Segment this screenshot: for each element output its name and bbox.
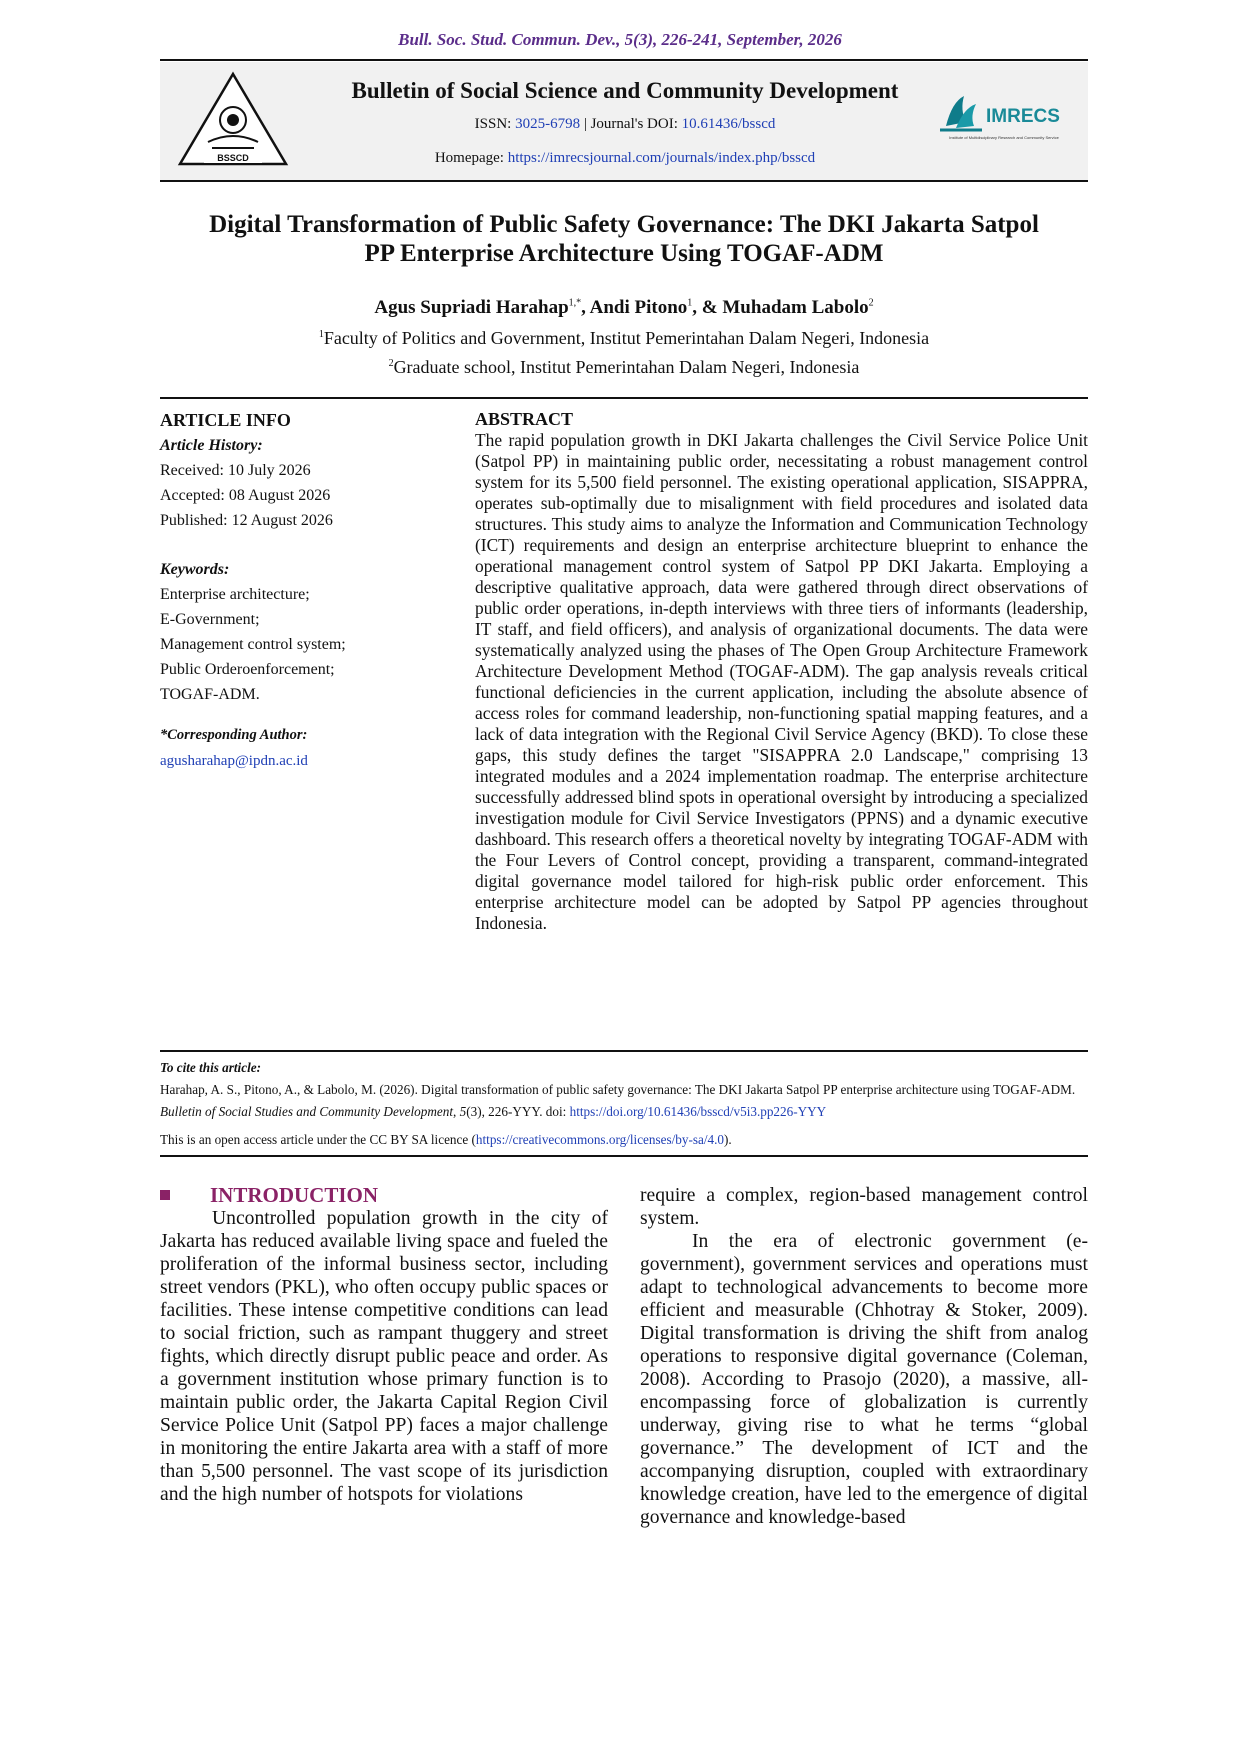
affiliation-1-sup: 1 — [318, 329, 324, 340]
citation-journal: Bulletin of Social Studies and Community Development — [160, 1104, 454, 1119]
introduction-heading — [160, 1184, 608, 1207]
keyword-3: Management control system; — [160, 636, 346, 653]
citation-label: To cite this article: — [160, 1060, 261, 1075]
published-date: Published: 12 August 2026 — [160, 512, 333, 529]
author-2-sup: 1 — [687, 297, 693, 309]
intro-left-paragraph: Uncontrolled population growth in the city of Jakarta has reduced available living space and fueled the proliferation of the informal business sector, including street vendors (PKL), who often occupy public spaces or facilities. These intense competitive conditions can lead to social friction, such as rampant thuggery and street fights, which directly disrupt public peace and order. As a government institution whose primary function is to maintain public order, the Jakarta Capital Region Civil Service Police Unit (Satpol PP) faces a major challenge in monitoring the entire Jakarta area with a staff of more than 5,500 personnel. The vast scope of its jurisdiction and the high number of hotspots for violations — [160, 1208, 608, 1505]
corresponding-author-label: *Corresponding Author: — [160, 727, 308, 743]
author-3-sup: 2 — [868, 297, 874, 309]
keyword-4: Public Orderoenforcement; — [160, 661, 335, 678]
article-history-label: Article History: — [160, 437, 263, 454]
keyword-2: E-Government; — [160, 611, 260, 628]
affiliation-1-text: Faculty of Politics and Government, Institut Pemerintahan Dalam Negeri, Indonesia — [323, 328, 930, 348]
bsscd-logo — [176, 70, 290, 170]
license-line — [160, 1129, 1088, 1151]
intro-right-paragraph-2: In the era of electronic government (e-government), government services and operations must adapt to technological advancements to become more efficient and measurable (Chhotray & Stoker, 2009). Digital transformation is driving the shift from analog operations to responsive digital governance (Coleman, 2008). According to Prasojo (2020), a massive, all-encompassing force of globalization is currently underway, giving rise to what he terms “global governance.” The development of ICT and the accompanying disruption, coupled with extraordinary knowledge creation, have led to the emergence of digital governance and knowledge-based — [640, 1231, 1088, 1528]
license-post: ). — [724, 1132, 732, 1147]
homepage-label: Homepage: — [434, 150, 508, 166]
author-sep-1: , — [581, 297, 590, 318]
author-sep-2: , & — [692, 297, 723, 318]
article-info — [160, 408, 460, 774]
issn-line — [300, 116, 950, 133]
masthead-bottom-rule — [160, 180, 1088, 182]
citation-text-mid: , — [453, 1104, 460, 1119]
keywords-label: Keywords: — [160, 561, 230, 578]
author-1-sup: 1,* — [568, 297, 582, 309]
keyword-1: Enterprise architecture; — [160, 586, 310, 603]
keyword-5: TOGAF-ADM. — [160, 686, 260, 703]
corresponding-email-link[interactable]: agusharahap@ipdn.ac.id — [160, 753, 308, 769]
introduction-heading-text: INTRODUCTION — [210, 1183, 379, 1207]
author-3-name: Muhadam Labolo — [722, 297, 869, 318]
issn-label: ISSN: — [474, 116, 516, 132]
article-info-heading: ARTICLE INFO — [160, 410, 291, 430]
author-1-name: Agus Supriadi Harahap — [374, 297, 569, 318]
author-2-name: Andi Pitono — [589, 297, 688, 318]
citation-text — [160, 1079, 1088, 1123]
license-pre: This is an open access article under the CC BY SA licence ( — [160, 1132, 476, 1147]
journal-name: Bulletin of Social Science and Community Development — [351, 78, 899, 103]
citation-text-pre: Harahap, A. S., Pitono, A., & Labolo, M. (2026). Digital transformation of public safety governance: The DKI Jakarta Satpol PP enterprise architecture using TOGAF-ADM. — [160, 1082, 1076, 1097]
affiliation-1 — [160, 328, 1088, 349]
article-title — [160, 210, 1088, 268]
intro-right-column — [640, 1184, 1088, 1529]
article-title-line-2: PP Enterprise Architecture Using TOGAF-ADM — [364, 240, 884, 267]
imrecs-logo-text: IMRECS — [986, 106, 1060, 127]
affiliation-2-sup: 2 — [388, 358, 394, 369]
journal-doi-link[interactable]: 10.61436/bsscd — [681, 116, 776, 132]
received-date: Received: 10 July 2026 — [160, 462, 311, 479]
imrecs-logo — [936, 92, 1072, 146]
affiliation-2-text: Graduate school, Institut Pemerintahan Dalam Negeri, Indonesia — [393, 357, 860, 377]
doi-label: | Journal's DOI: — [580, 116, 682, 132]
imrecs-logo-subtext: Institute of Multidisciplinary Research and Community Service — [949, 135, 1059, 140]
homepage-link[interactable]: https://imrecsjournal.com/journals/index.php/bsscd — [507, 150, 816, 166]
citation-volume: 5 — [459, 1104, 467, 1119]
citation-block — [160, 1057, 1088, 1151]
article-title-line-1: Digital Transformation of Public Safety Governance: The DKI Jakarta Satpol — [209, 211, 1039, 238]
running-header: Bull. Soc. Stud. Commun. Dev., 5(3), 226-241, September, 2026 — [398, 30, 842, 49]
bsscd-logo-text: BSSCD — [217, 153, 249, 163]
citation-bottom-rule — [160, 1155, 1088, 1157]
issn-link[interactable]: 3025-6798 — [515, 116, 581, 132]
homepage-line — [300, 150, 950, 167]
abstract — [475, 408, 1088, 934]
citation-top-rule — [160, 1050, 1088, 1052]
affiliation-2 — [160, 357, 1088, 378]
info-top-rule — [160, 397, 1088, 399]
authors — [160, 297, 1088, 319]
license-link[interactable]: https://creativecommons.org/licenses/by-sa/4.0 — [475, 1132, 724, 1147]
citation-doi-link[interactable]: https://doi.org/10.61436/bsscd/v5i3.pp226-YYY — [569, 1104, 827, 1119]
intro-right-paragraph-1: require a complex, region-based management control system. — [640, 1185, 1088, 1229]
citation-text-post: (3), 226-YYY. doi: — [466, 1104, 570, 1119]
abstract-heading: ABSTRACT — [475, 409, 574, 429]
masthead-top-rule — [160, 59, 1088, 61]
intro-left-column — [160, 1184, 608, 1506]
abstract-text: The rapid population growth in DKI Jakarta challenges the Civil Service Police Unit (Satpol PP) in maintaining public order, necessitating a robust management control system for its 5,500 field personnel. The existing operational application, SISAPPRA, operates sub-optimally due to misalignment with field procedures and isolated data structures. This study aims to analyze the Information and Communication Technology (ICT) requirements and design an enterprise architecture blueprint to enhance the operational management control system of Satpol PP DKI Jakarta. Employing a descriptive qualitative approach, data were gathered through direct observations of public order operations, in-depth interviews with three tiers of informants (leadership, IT staff, and field officers), and analysis of organizational documents. The data were systematically analyzed using the phases of The Open Group Architecture Framework Architecture Development Method (TOGAF-ADM). The gap analysis reveals critical functional deficiencies in the current application, including the absolute absence of access roles for command leadership, non-functioning spatial mapping features, and a lack of data integration with the Regional Civil Service Agency (BKD). To close these gaps, this study defines the target "SISAPPRA 2.0 Landscape," comprising 13 integrated modules and a 2024 implementation roadmap. The enterprise architecture successfully addressed blind spots in operational oversight by introducing a specialized investigation module for Civil Service Investigators (PPNS) and a dynamic executive dashboard. This research offers a theoretical novelty by integrating TOGAF-ADM with the Four Levers of Control concept, providing a transparent, command-integrated digital governance model tailored for high-risk public order enforcement. This enterprise architecture model can be adopted by Satpol PP agencies throughout Indonesia. — [475, 430, 1088, 933]
section-bullet-icon — [160, 1190, 170, 1200]
accepted-date: Accepted: 08 August 2026 — [160, 487, 331, 504]
